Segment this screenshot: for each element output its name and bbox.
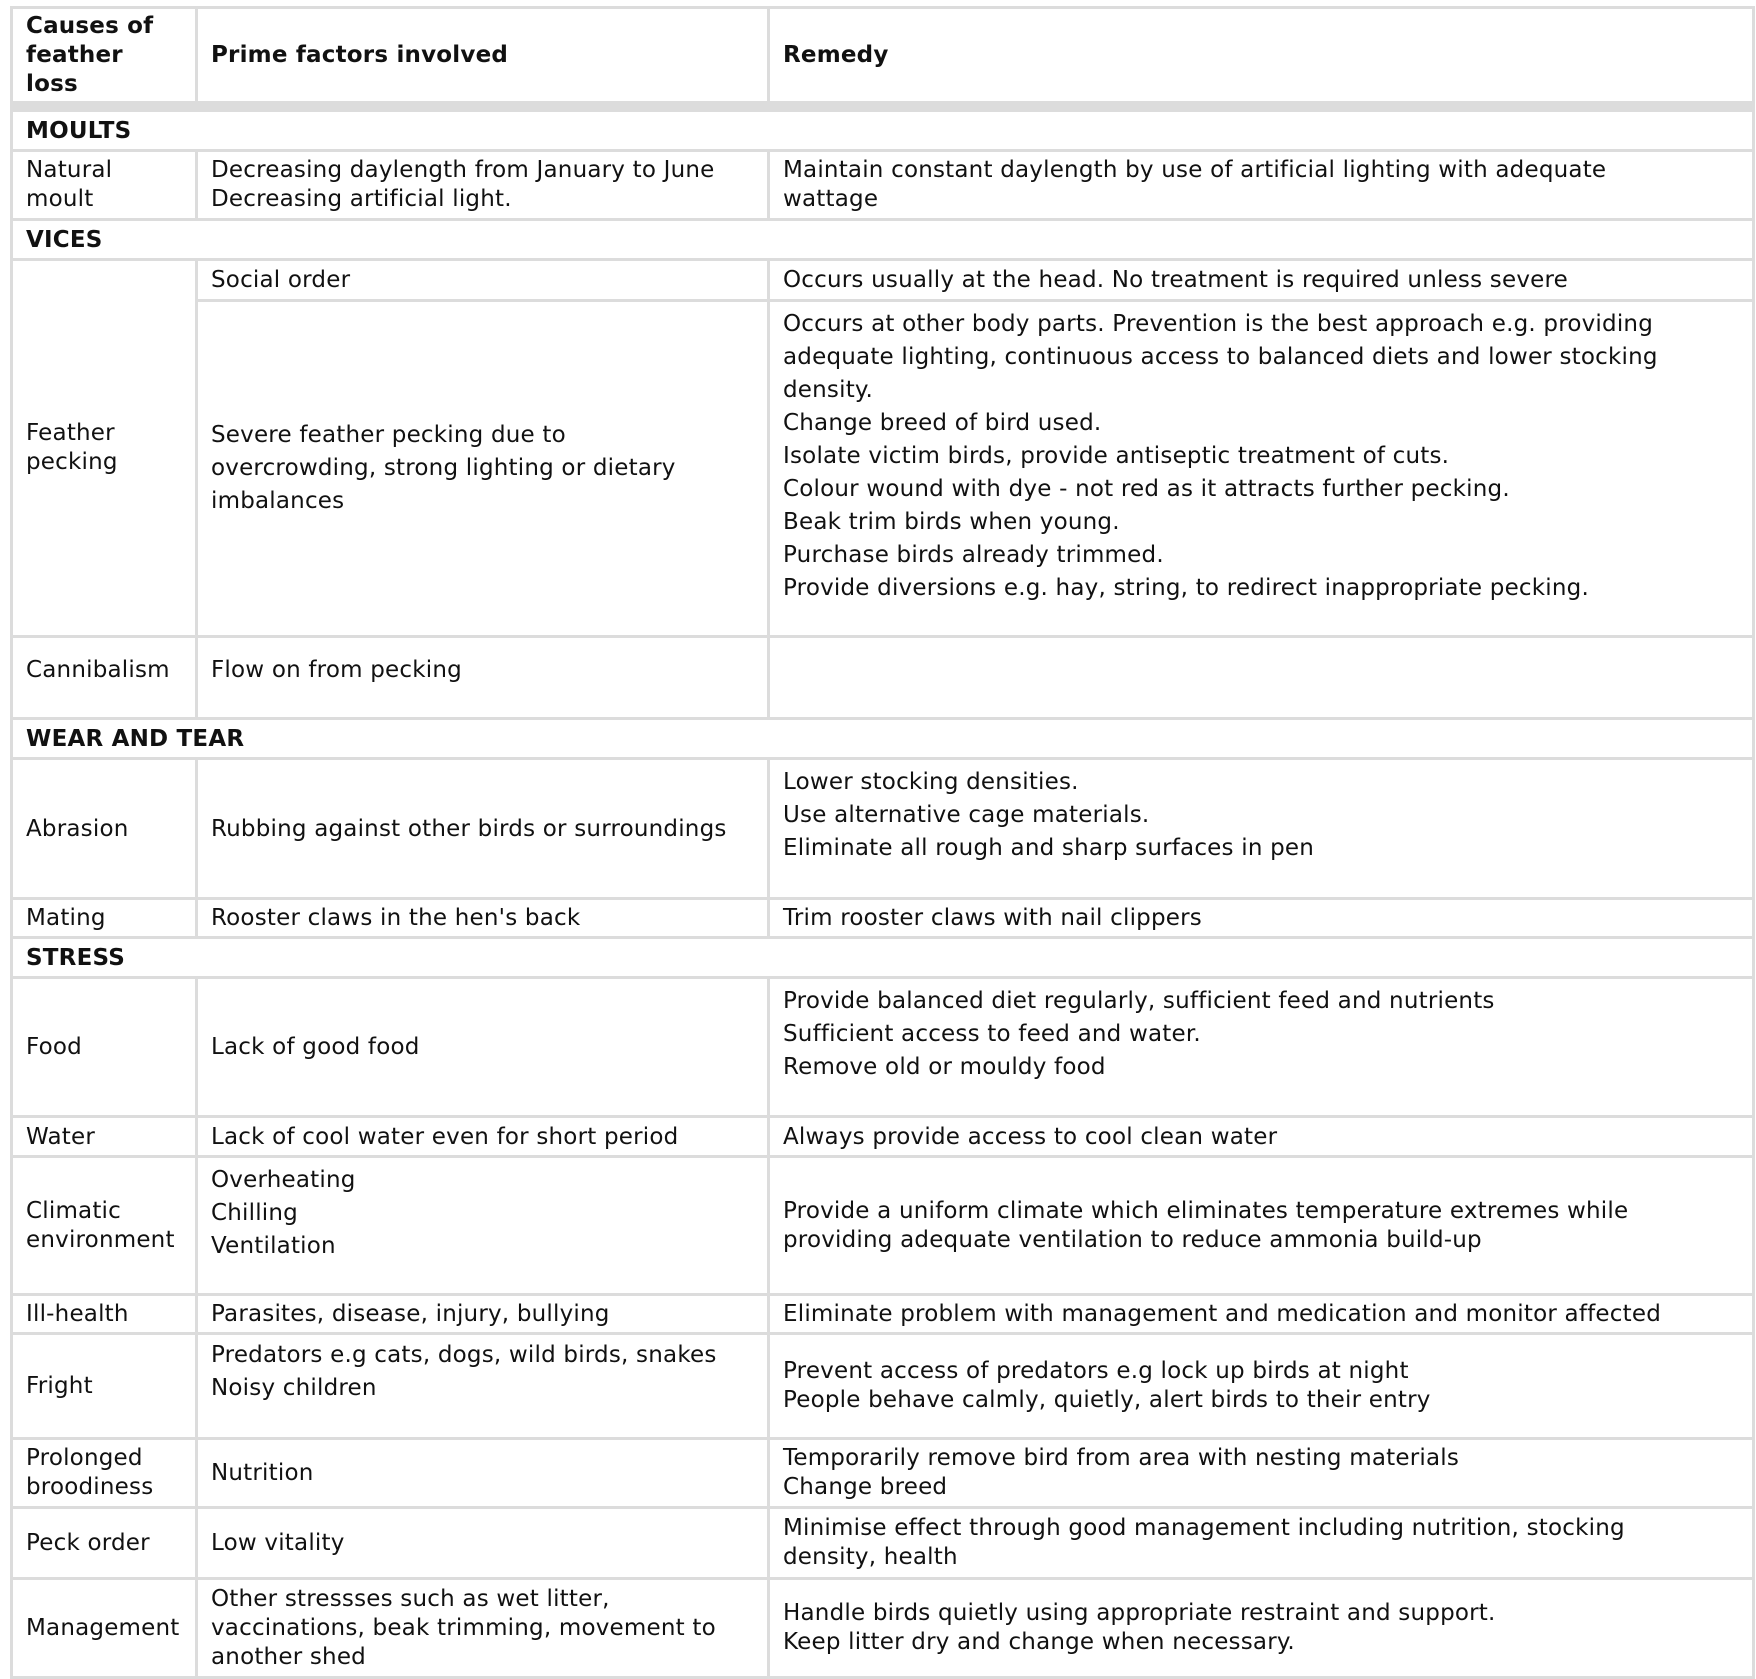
section-row-vices	[12, 220, 1754, 260]
table-row	[12, 1157, 1754, 1295]
factor-line: Severe feather pecking due to	[211, 422, 566, 448]
remedy-line: density.	[783, 377, 873, 403]
remedy-line: Beak trim birds when young.	[783, 509, 1120, 535]
cause-cell: Food	[12, 978, 197, 1117]
remedy-line: wattage	[783, 186, 879, 212]
cause-line: Climatic	[26, 1197, 121, 1224]
cause-line: moult	[26, 186, 94, 212]
remedy-line: Temporarily remove bird from area with nesting materials	[783, 1445, 1460, 1471]
remedy-line: Keep litter dry and change when necessary.	[783, 1629, 1295, 1655]
remedy-line: Provide a uniform climate which eliminates temperature extremes while	[783, 1197, 1629, 1224]
remedy-line: Sufficient access to feed and water.	[783, 1021, 1201, 1047]
cause-line: broodiness	[26, 1474, 154, 1500]
remedy-line: density, health	[783, 1544, 958, 1570]
cause-cell	[12, 1157, 197, 1295]
remedy-line: Maintain constant daylength by use of artificial lighting with adequate	[783, 157, 1607, 183]
remedy-cell: Trim rooster claws with nail clippers	[769, 899, 1754, 938]
remedy-cell	[769, 637, 1754, 719]
factor-line: vaccinations, beak trimming, movement to	[211, 1614, 716, 1641]
header-cause-line: loss	[26, 70, 78, 97]
cause-cell: Management	[12, 1579, 197, 1678]
factor-cell: Lack of cool water even for short period	[197, 1117, 769, 1157]
table-row	[12, 1439, 1754, 1508]
section-title: STRESS	[12, 938, 1754, 978]
table-row	[12, 1117, 1754, 1157]
factor-cell: Parasites, disease, injury, bullying	[197, 1295, 769, 1334]
remedy-cell	[769, 1157, 1754, 1295]
remedy-line: Change breed of bird used.	[783, 410, 1102, 436]
factor-cell	[197, 151, 769, 220]
factor-line: overcrowding, strong lighting or dietary	[211, 455, 676, 481]
remedy-cell: Always provide access to cool clean water	[769, 1117, 1754, 1157]
factor-cell: Rooster claws in the hen's back	[197, 899, 769, 938]
cause-cell: Peck order	[12, 1508, 197, 1579]
remedy-line: Purchase birds already trimmed.	[783, 542, 1164, 568]
factor-line: Decreasing artificial light.	[211, 186, 512, 212]
table-row	[12, 301, 1754, 637]
factor-line: imbalances	[211, 488, 345, 514]
cause-line: environment	[26, 1226, 175, 1253]
remedy-cell	[769, 978, 1754, 1117]
header-factors: Prime factors involved	[197, 8, 769, 107]
remedy-line: adequate lighting, continuous access to balanced diets and lower stocking	[783, 344, 1658, 370]
factor-line: another shed	[211, 1643, 366, 1670]
cause-cell: Water	[12, 1117, 197, 1157]
section-title: VICES	[12, 220, 1754, 260]
table-row	[12, 1508, 1754, 1579]
header-cause-line: Causes of	[26, 12, 154, 39]
table-row	[12, 1295, 1754, 1334]
remedy-line: Remove old or mouldy food	[783, 1054, 1106, 1080]
cause-cell	[12, 260, 197, 637]
feather-loss-table	[10, 6, 1755, 1679]
remedy-line: Eliminate all rough and sharp surfaces in pen	[783, 835, 1315, 861]
factor-line: Other stressses such as wet litter,	[211, 1585, 610, 1612]
remedy-cell	[769, 1579, 1754, 1678]
remedy-line: Handle birds quietly using appropriate restraint and support.	[783, 1600, 1496, 1626]
cause-line: Natural	[26, 157, 113, 183]
remedy-cell	[769, 759, 1754, 899]
section-row-wear-and-tear	[12, 719, 1754, 759]
table-row	[12, 151, 1754, 220]
factor-line: Overheating	[211, 1167, 356, 1193]
table-row	[12, 759, 1754, 899]
remedy-line: Change breed	[783, 1474, 948, 1500]
factor-line: Noisy children	[211, 1375, 377, 1401]
factor-cell: Lack of good food	[197, 978, 769, 1117]
remedy-cell	[769, 1508, 1754, 1579]
remedy-cell	[769, 301, 1754, 637]
cause-cell: Fright	[12, 1334, 197, 1439]
factor-cell	[197, 1334, 769, 1439]
factor-line: Chilling	[211, 1200, 298, 1226]
table-row	[12, 1334, 1754, 1439]
remedy-line: Prevent access of predators e.g lock up birds at night	[783, 1358, 1409, 1384]
remedy-line: Isolate victim birds, provide antiseptic treatment of cuts.	[783, 443, 1450, 469]
remedy-cell	[769, 151, 1754, 220]
cause-cell	[12, 151, 197, 220]
cause-line: pecking	[26, 449, 118, 475]
factor-cell: Flow on from pecking	[197, 637, 769, 719]
factor-cell	[197, 1579, 769, 1678]
cause-cell: Ill-health	[12, 1295, 197, 1334]
remedy-cell: Occurs usually at the head. No treatment is required unless severe	[769, 260, 1754, 301]
cause-cell	[12, 1439, 197, 1508]
cause-cell: Abrasion	[12, 759, 197, 899]
remedy-line: Provide balanced diet regularly, sufficient feed and nutrients	[783, 988, 1495, 1014]
remedy-line: Use alternative cage materials.	[783, 802, 1150, 828]
section-row-stress	[12, 938, 1754, 978]
remedy-line: People behave calmly, quietly, alert birds to their entry	[783, 1387, 1431, 1413]
table-row	[12, 1579, 1754, 1678]
factor-cell	[197, 301, 769, 637]
table-row	[12, 637, 1754, 719]
factor-line: Ventilation	[211, 1233, 336, 1259]
remedy-line: Occurs at other body parts. Prevention is the best approach e.g. providing	[783, 311, 1653, 337]
remedy-line: Lower stocking densities.	[783, 769, 1079, 795]
header-cause-line: feather	[26, 41, 123, 68]
factor-cell: Low vitality	[197, 1508, 769, 1579]
remedy-line: Minimise effect through good management including nutrition, stocking	[783, 1515, 1625, 1541]
factor-cell: Nutrition	[197, 1439, 769, 1508]
remedy-cell	[769, 1334, 1754, 1439]
factor-cell: Rubbing against other birds or surroundings	[197, 759, 769, 899]
remedy-cell: Eliminate problem with management and medication and monitor affected	[769, 1295, 1754, 1334]
section-title: MOULTS	[12, 107, 1754, 151]
table-row	[12, 260, 1754, 301]
header-remedy: Remedy	[769, 8, 1754, 107]
header-cause	[12, 8, 197, 107]
factor-line: Decreasing daylength from January to June	[211, 157, 715, 183]
remedy-line: providing adequate ventilation to reduce ammonia build-up	[783, 1226, 1482, 1253]
remedy-line: Colour wound with dye - not red as it attracts further pecking.	[783, 476, 1510, 502]
table-row	[12, 978, 1754, 1117]
cause-line: Prolonged	[26, 1445, 143, 1471]
section-row-moults	[12, 107, 1754, 151]
table-row	[12, 899, 1754, 938]
factor-cell: Social order	[197, 260, 769, 301]
cause-cell: Cannibalism	[12, 637, 197, 719]
cause-line: Feather	[26, 420, 115, 446]
factor-cell	[197, 1157, 769, 1295]
remedy-cell	[769, 1439, 1754, 1508]
cause-cell: Mating	[12, 899, 197, 938]
remedy-line: Provide diversions e.g. hay, string, to redirect inappropriate pecking.	[783, 575, 1589, 601]
header-row	[12, 8, 1754, 107]
factor-line: Predators e.g cats, dogs, wild birds, snakes	[211, 1342, 717, 1368]
section-title: WEAR AND TEAR	[12, 719, 1754, 759]
